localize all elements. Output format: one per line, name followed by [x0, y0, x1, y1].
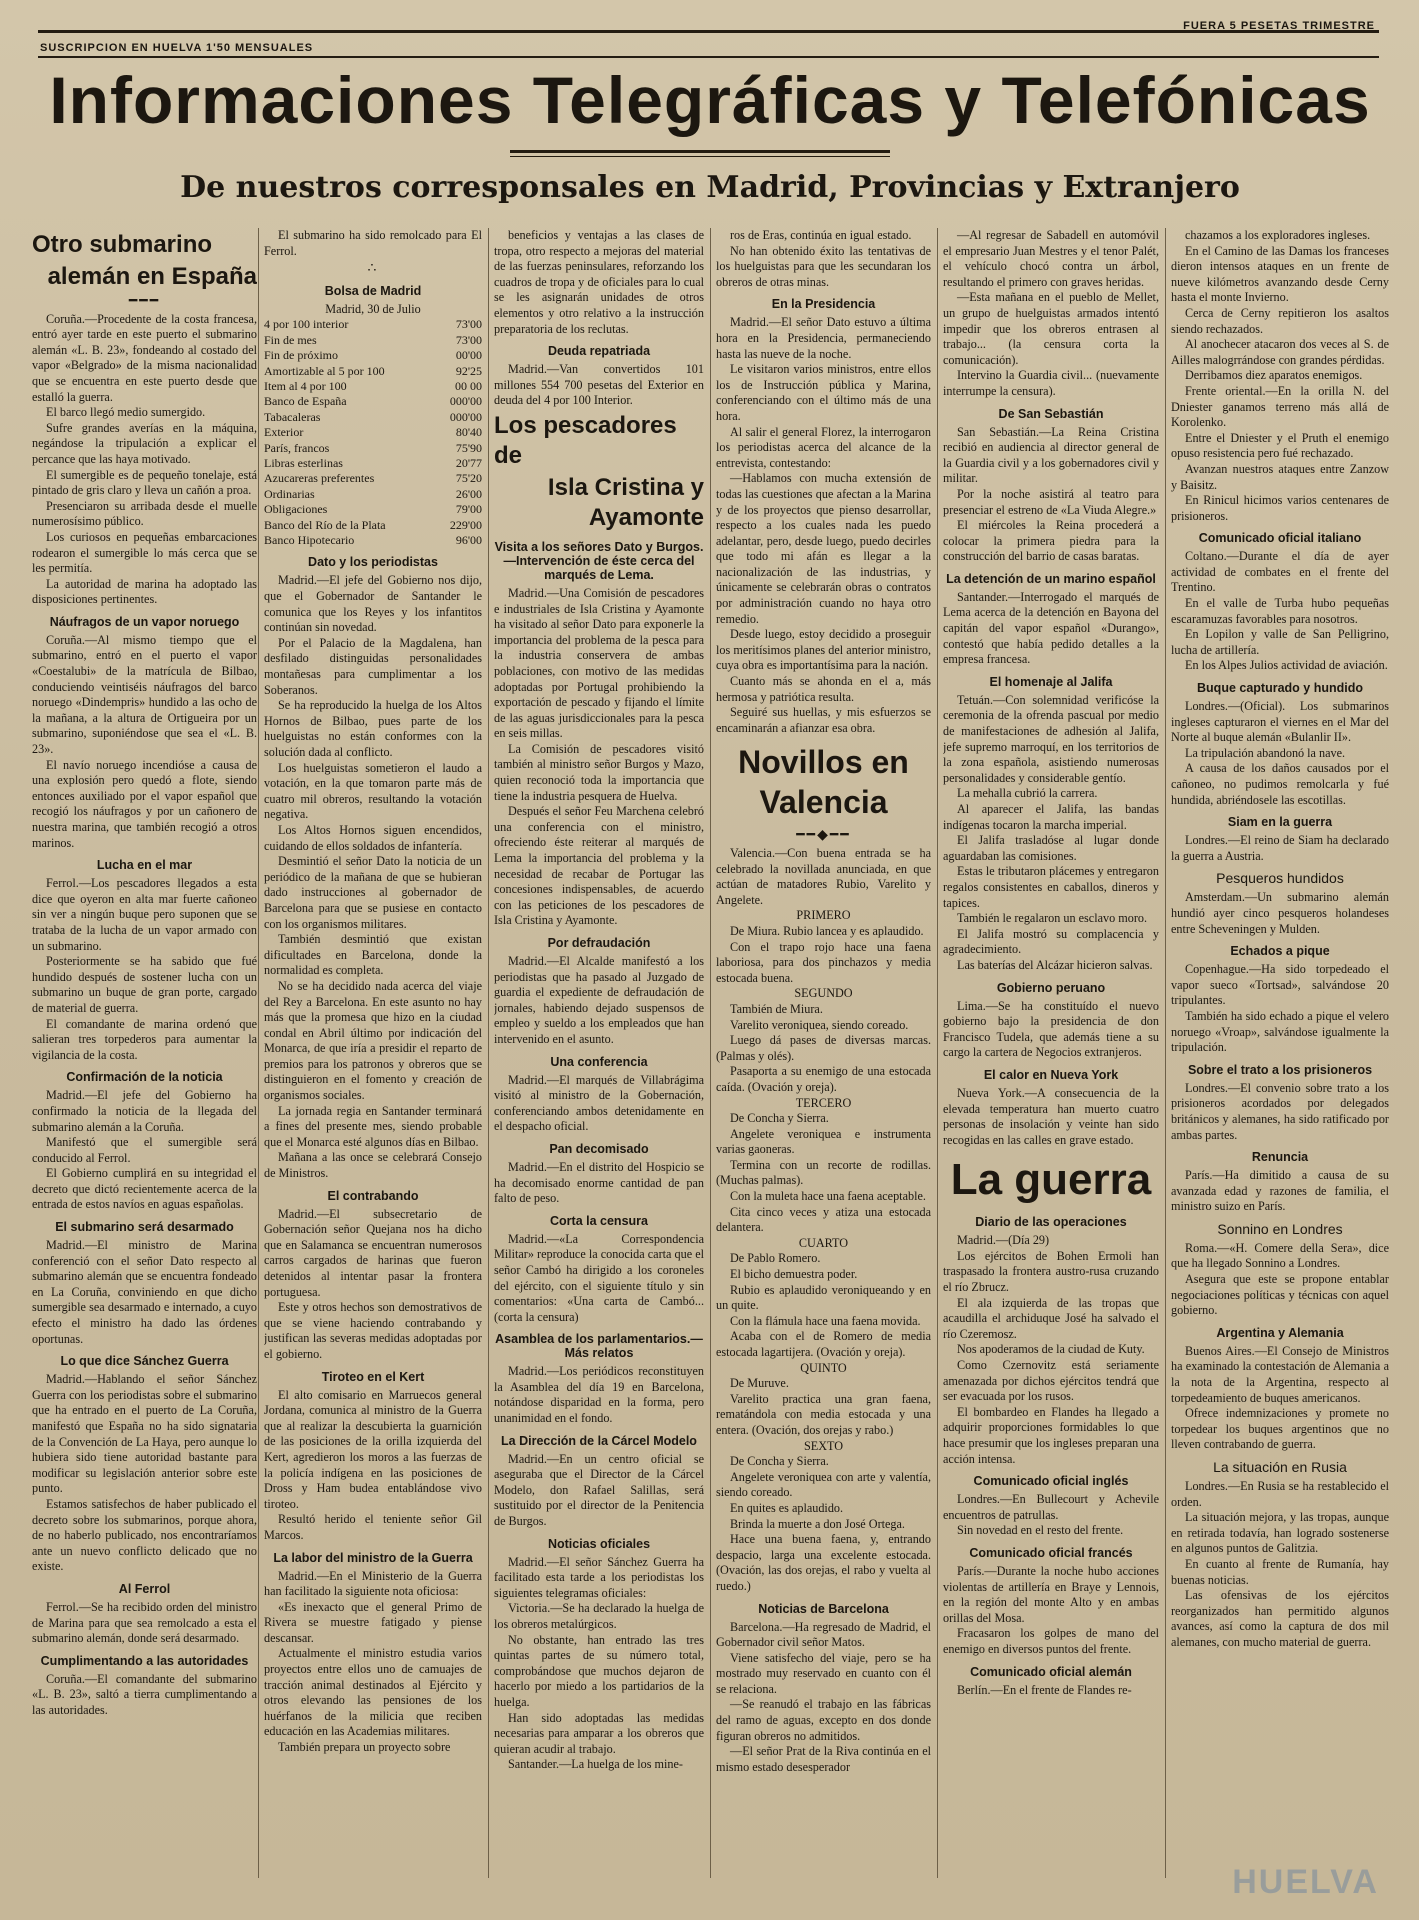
rate-row [264, 425, 482, 440]
section-heading: Comunicado oficial italiano [1198, 531, 1362, 546]
paragraph: En el Camino de las Damas los franceses dieron intensos ataques en un frente de nueve kilómetros avanzando desde Cerny hasta el monte Invierno. [1171, 243, 1389, 305]
paragraph: Varelito veroniquea, siendo coreado. [730, 1017, 909, 1032]
paragraph: La autoridad de marina ha adoptado las disposiciones pertinentes. [32, 576, 257, 607]
rate-name: Libras esterlinas [264, 456, 343, 471]
paragraph: Como Czernovitz está seriamente amenazada por dichos ejércitos tendrá que ser evacuada por los rusos. [943, 1358, 1159, 1404]
rate-name: Item al 4 por 100 [264, 379, 347, 393]
section-heading: Echados a pique [1230, 944, 1330, 959]
section-heading: El contrabando [327, 1188, 419, 1203]
paragraph: De Miura. Rubio lancea y es aplaudido. [730, 923, 924, 938]
paragraph: En cuanto al frente de Rumanía, hay buenas noticias. [1171, 1556, 1389, 1587]
column-rule [937, 228, 938, 1878]
paragraph: Hace una buena faena, y, entrando despacio, larga una excelente estocada. (Ovación, las dos orejas, el rabo y vuelta al ruedo.) [716, 1532, 931, 1593]
rate-name: Obligaciones [264, 502, 328, 517]
paragraph: El Gobierno cumplirá en su integridad el decreto que dictó recientemente acerca de la entrada de estos navíos en aguas españolas. [32, 1166, 257, 1212]
masthead: Informaciones Telegráficas y Telefónicas [49, 63, 1371, 137]
rate-row [264, 348, 482, 363]
paragraph: Ferrol.—Los pescadores llegados a esta dice que oyeron en alta mar fuerte cañoneo sin ver a ningún buque pero suponen que se trataba de la lucha de un vapor armado con un submarino. [32, 876, 257, 953]
paragraph: Por el Palacio de la Magdalena, han desfilado distinguidas personalidades montañesas para cumplimentar a los Soberanos. [264, 635, 482, 697]
paragraph: También de Miura. [730, 1001, 823, 1016]
paragraph: El navío noruego incendióse a causa de una explosión pero quedó a flote, siendo entonces auxiliado por el vapor español que recogió los náufragos y por un cañonero de nuestra marina, que también recogió a otros marinos. [32, 757, 257, 850]
paragraph: Madrid.—Van convertidos 101 millones 554 700 pesetas del Exterior en deuda del 4 por 100 Interior. [494, 362, 704, 408]
paragraph: Por la noche asistirá al teatro para presenciar el estreno de «La Viuda Alegre.» [943, 486, 1159, 517]
paragraph: Tetuán.—Con solemnidad verificóse la ceremonia de la ofrenda pascual por medio de manifestaciones de adhesión al Jalifa, jefe supremo marroquí, en los territorios de la zona española, asistiendo numerosas personalidades y considerable gentío. [943, 692, 1159, 785]
paragraph: Rubio es aplaudido veroniqueando y en un quite. [716, 1282, 931, 1313]
section-heading: Visita a los señores Dato y Burgos. —Intervención de éste cerca del marqués de Lema. [494, 539, 704, 582]
paragraph: Santander.—Interrogado el marqués de Lema acerca de la detención en Bayona del capitán del vapor español «Durango», contestó que había pedido detalles a la empresa francesa. [943, 589, 1159, 667]
paragraph: Varelito practica una gran faena, rematándola con media estocada y una entera. (Ovación, dos orejas y rabo.) [716, 1391, 931, 1437]
rate-value: 229'00 [449, 517, 482, 532]
column-rule [1165, 228, 1166, 1878]
section-heading: Náufragos de un vapor noruego [49, 614, 240, 629]
section-heading: Siam en la guerra [1227, 815, 1333, 830]
column-rule [710, 228, 711, 1878]
rate-name: Banco del Río de la Plata [264, 517, 386, 532]
price-line: FUERA 5 PESETAS TRIMESTRE [1183, 20, 1375, 32]
column-5 [943, 228, 1159, 1888]
paragraph: Madrid.—En un centro oficial se aseguraba que el Director de la Cárcel Modelo, don Rafael Salillas, será sustituido por el director de la Penitencia de Burgos. [494, 1451, 704, 1529]
section-heading: Pan decomisado [549, 1141, 649, 1156]
paragraph: Madrid.—En el distrito del Hospicio se ha decomisado enorme cantidad de pan falto de peso. [494, 1159, 704, 1206]
paragraph: Sufre grandes averías en la máquina, negándose la tripulación a explicar el percance que las haya motivado. [32, 420, 257, 466]
rate-row [264, 533, 482, 548]
rate-value: 75'90 [455, 440, 482, 455]
paragraph: Estas le tributaron plácemes y entregaron regalos consistentes en caballos, dineros y tapices. [943, 864, 1159, 910]
paragraph: A causa de los daños causados por el cañoneo, no pudimos remolcarla y fué hundida, abriéndosele las escotillas. [1171, 761, 1389, 807]
paragraph: El miércoles la Reina procederá a colocar la primera piedra para la construcción del barrio de casas baratas. [943, 518, 1159, 564]
section-heading: Comunicado oficial francés [969, 1545, 1133, 1560]
bull-heading: QUINTO [800, 1360, 847, 1375]
paragraph: Berlín.—En el frente de Flandes re- [957, 1682, 1132, 1697]
paragraph: Los huelguistas sometieron el laudo a votación, en la que tomaron parte más de cuatro mil obreros, resultando la votación negativa. [264, 760, 482, 822]
paragraph: En los Alpes Julios actividad de aviación. [1185, 658, 1388, 673]
rate-value: 26'00 [455, 486, 482, 501]
paragraph: De Concha y Sierra. [730, 1454, 829, 1469]
paragraph: Cita cinco veces y atiza una estocada delantera. [716, 1204, 931, 1235]
paragraph: La tripulación abandonó la nave. [1185, 745, 1346, 760]
paragraph: chazamos a los exploradores ingleses. [1185, 228, 1371, 242]
paragraph: El alto comisario en Marruecos general Jordana, comunica al ministro de la Guerra que al realizar la descubierta la guarnición de las posiciones de la orilla izquierda del Kert, agredieron los moros a las fuerzas de la policía indígena en las posiciones de Dross y Ham budea entablándose vivo tiroteo. [264, 1387, 482, 1511]
section-heading: Confirmación de la noticia [66, 1070, 223, 1085]
top-rule [38, 30, 1379, 33]
section-heading: Argentina y Alemania [1216, 1325, 1344, 1340]
paragraph: —El señor Prat de la Riva continúa en el mismo estado desesperador [716, 1744, 931, 1774]
paragraph: Con la flámula hace una faena movida. [730, 1313, 921, 1328]
paragraph: Derribamos diez aparatos enemigos. [1185, 368, 1363, 383]
rate-value: 80'40 [455, 425, 482, 440]
rate-name: Fin de próximo [264, 348, 338, 363]
paragraph: No han obtenido éxito las tentativas de los huelguistas para que les secundaran los obreros de otras minas. [716, 243, 931, 289]
section-heading: Asamblea de los parlamentarios.—Más relatos [495, 1332, 703, 1361]
bull-heading: TERCERO [795, 1095, 852, 1110]
paragraph: Madrid.—Los periódicos reconstituyen la Asamblea del día 19 en Barcelona, notándose disparidad en la forma, pero unanimidad en el fondo. [494, 1364, 704, 1426]
bull-heading: CUARTO [798, 1235, 849, 1250]
paragraph: No obstante, han entrado las tres quintas partes de su número total, comprobándose que muchos dejaron de hacerlo por miedo a los partidarios de la huelga. [494, 1632, 704, 1709]
paragraph: Madrid.—El Alcalde manifestó a los periodistas que ha pasado al Juzgado de guardia el expediente de defraudación de jornales, habiendo dejado suspensos de empleo y sueldo a los empleados que han intervenido en el asunto. [494, 954, 704, 1046]
paragraph: En Lopilon y valle de San Pelligrino, lucha de artillería. [1171, 627, 1389, 657]
section-heading: El calor en Nueva York [983, 1067, 1119, 1082]
paragraph: El comandante de marina ordenó que salieran tres torpederos para aumentar la vigilancia de la costa. [32, 1016, 257, 1062]
paragraph: Coltano.—Durante el día de ayer actividad de combates en el frente del Trentino. [1171, 549, 1389, 595]
section-heading: Sobre el trato a los prisioneros [1187, 1062, 1373, 1077]
paragraph: Manifestó que el sumergible será conducido al Ferrol. [32, 1135, 257, 1165]
rate-value: 000'00 [449, 409, 482, 424]
paragraph: Le visitaron varios ministros, entre ellos los de Instrucción pública y Marina, conferenciando con el último más de una hora. [716, 362, 931, 423]
paragraph: Madrid.—(Día 29) [957, 1233, 1050, 1248]
rate-row [264, 471, 482, 486]
bull-heading: SEXTO [803, 1438, 844, 1453]
dateline: Madrid, 30 de Julio [325, 301, 421, 316]
paragraph: Ferrol.—Se ha recibido orden del ministro de Marina para que sea remolcado a esta el submarino alemán, donde será desarmado. [32, 1599, 257, 1646]
paragraph: Mañana a las once se celebrará Consejo de Ministros. [264, 1150, 482, 1181]
paragraph: El bombardeo en Flandes ha llegado a adquirir proporciones formidables lo que hace presumir que los ingleses preparan una acción intensa. [943, 1404, 1159, 1466]
paragraph: Londres.—El convenio sobre trato a los prisioneros acordados por delegados británicos y alemanes, ha sido ratificado por ambas partes. [1171, 1080, 1389, 1142]
column-6 [1171, 228, 1389, 1888]
paragraph: Después el señor Feu Marchena celebró una conferencia con el ministro, ofreciendo éste reiterar al marqués de Lema la importancia del problema y la necesidad de recabar de Portugar las concesiones indispensables, de acuerdo con las peticiones de los pescadores de Isla Cristina y Ayamonte. [494, 804, 704, 928]
section-heading: En la Presidencia [771, 297, 876, 312]
paragraph: Se ha reproducido la huelga de los Altos Hornos de Bilbao, pues parte de los huelguistas no están conformes con la solución dada al conflicto. [264, 698, 482, 759]
paragraph: ros de Eras, continúa en igual estado. [730, 228, 912, 242]
bull-heading: PRIMERO [796, 908, 851, 923]
paragraph: Al salir el general Florez, la interrogaron los periodistas acerca del alcance de la entrevista, contestando: [716, 424, 931, 470]
paragraph: Nueva York.—A consecuencia de la elevada temperatura han muerto cuatro personas de insolación y veinte han sido recogidas en las calles en grave estado. [943, 1085, 1159, 1147]
paragraph: Presenciaron su arribada desde el muelle numerosísimo público. [32, 498, 257, 529]
headline: Novillos en Valencia [738, 744, 909, 821]
paragraph: Londres.—En Rusia se ha restablecido el orden. [1171, 1479, 1389, 1509]
section-heading: De San Sebastián [998, 406, 1104, 421]
paragraph: El sumergible es de pequeño tonelaje, está pintado de gris claro y lleva un cañón a proa. [32, 467, 257, 498]
paragraph: Frente oriental.—En la orilla N. del Dniester ganamos terreno más allá de Korolenko. [1171, 383, 1389, 430]
watermark-logo: HUELVA [1232, 1863, 1379, 1901]
column-4 [716, 228, 931, 1888]
rate-name: Fin de mes [264, 332, 317, 347]
rate-row [264, 487, 482, 502]
column-rule [488, 228, 489, 1878]
rate-name: Amortizable al 5 por 100 [264, 363, 385, 378]
section-heading: Bolsa de Madrid [324, 283, 422, 298]
paragraph: Londres.—El reino de Siam ha declarado la guerra a Austria. [1171, 833, 1389, 863]
headline: Los pescadores de [494, 411, 677, 469]
rate-row [264, 502, 482, 517]
headline: La guerra [950, 1155, 1152, 1205]
headline: Otro submarino [32, 231, 213, 258]
ornament-dots: ∴ [367, 261, 379, 277]
paragraph: Coruña.—Al mismo tiempo que el submarino, entró en el puerto el vapor «Coestalubi» de la matrícula de Bilbao, conduciendo veintiséis náufragos del barco noruego «Dindempris» hundido a las ocho de la mañana, a la altura de Ortigueira por un submarino, suponiéndose que sea el «L. B. 23». [32, 632, 257, 757]
paragraph: El ala izquierda de las tropas que acaudilla el archiduque José ha salvado el río Czeremosz. [943, 1295, 1159, 1341]
section-heading: La Dirección de la Cárcel Modelo [501, 1433, 697, 1448]
section-heading: Tiroteo en el Kert [321, 1369, 425, 1384]
rate-value: 96'00 [455, 533, 482, 548]
paragraph: París.—Durante la noche hubo acciones violentas de artillería en Braye y Lennois, en la región del monte Alto y en ambas orillas del Mosa. [943, 1563, 1159, 1625]
section-heading: La situación en Rusia [1213, 1459, 1347, 1475]
column-2 [264, 228, 482, 1888]
rate-name: Azucareras preferentes [264, 471, 375, 486]
paragraph: Angelete veroniquea con arte y valentía, siendo coreado. [716, 1469, 931, 1500]
section-heading: Sonnino en Londres [1217, 1220, 1343, 1237]
rate-value: 20'77 [455, 456, 482, 471]
rate-value: 92'25 [455, 363, 482, 378]
rate-name: Tabacaleras [264, 409, 321, 424]
paragraph: Valencia.—Con buena entrada se ha celebrado la novillada anunciada, en que actúan de matadores Rubio, Varelito y Angelete. [716, 846, 931, 907]
paragraph: Lima.—Se ha constituído el nuevo gobierno bajo la presidencia de don Francisco Tudela, que además tiene a su cargo la cartera de Negocios extranjeros. [943, 998, 1159, 1060]
paragraph: De Muruve. [730, 1376, 789, 1391]
paragraph: Sin novedad en el resto del frente. [957, 1523, 1124, 1538]
masthead-rule-thin [510, 156, 890, 157]
paragraph: —Al regresar de Sabadell en automóvil el empresario Juan Mestres y el tenor Palét, el vehículo chocó contra un árbol, resultando el primero con graves heridas. [943, 228, 1159, 289]
paragraph: La Comisión de pescadores visitó también al ministro señor Burgos y Mazo, quien reconoció toda la importancia que tiene la industria pesquera de Huelva. [494, 741, 704, 803]
rate-name: París, francos [264, 440, 330, 455]
section-subtitle: De nuestros corresponsales en Madrid, Provincias y Extranjero [180, 170, 1240, 205]
rate-value: 73'00 [455, 317, 482, 332]
paragraph: La jornada regia en Santander terminará a fines del presente mes, siendo probable que el Monarca esté algunos días en Bilbao. [264, 1103, 482, 1149]
section-heading: Cumplimentando a las autoridades [40, 1653, 249, 1668]
section-heading: Diario de las operaciones [975, 1215, 1127, 1230]
paragraph: París.—Ha dimitido a causa de su avanzada edad y razones de familia, el ministro suizo en París. [1171, 1168, 1389, 1214]
column-rule [258, 228, 259, 1878]
paragraph: También desmintió que existan dificultades en Barcelona, donde la normalidad es completa. [264, 932, 482, 978]
rate-row [264, 333, 482, 348]
paragraph: Los Altos Hornos siguen encendidos, cuidando de ellos soldados de infantería. [264, 822, 482, 853]
section-heading: La labor del ministro de la Guerra [273, 1550, 473, 1565]
section-heading: El submarino será desarmado [55, 1220, 234, 1235]
paragraph: Desde luego, estoy decidido a proseguir los meritísimos planes del anterior ministro, cuya obra es importantísima para la nación. [716, 627, 931, 673]
column-1 [32, 228, 257, 1888]
section-heading: Gobierno peruano [996, 980, 1106, 995]
paragraph: La mehalla cubrió la carrera. [957, 786, 1098, 801]
paragraph: Madrid.—El marqués de Villabrágima visitó al ministro de la Gobernación, conferenciando ambos detenidamente en el despacho oficial. [494, 1072, 704, 1134]
paragraph: Con la muleta hace una faena aceptable. [730, 1189, 926, 1204]
headline: alemán en España [47, 263, 257, 290]
paragraph: —Se reanudó el trabajo en las fábricas del ramo de aguas, excepto en dos donde figuran obreros no admitidos. [716, 1697, 931, 1743]
paragraph: San Sebastián.—La Reina Cristina recibió en audiencia al director general de la Guardia civil y a los gobernadores civil y militar. [943, 424, 1159, 486]
section-heading: Lucha en el mar [96, 858, 193, 873]
paragraph: Avanzan nuestros ataques entre Zanzow y Baisitz. [1171, 461, 1389, 492]
paragraph: Cerca de Cerny repitieron los asaltos siendo rechazados. [1171, 305, 1389, 336]
paragraph: El bicho demuestra poder. [730, 1267, 858, 1282]
section-heading: Noticias oficiales [547, 1536, 651, 1551]
paragraph: Al anochecer atacaron dos veces al S. de Ailles malogrrándose con grandes pérdidas. [1171, 337, 1389, 367]
paragraph: Acaba con el de Romero de media estocada lagartijera. (Ovación y oreja). [716, 1329, 931, 1359]
paragraph: En el valle de Turba hubo pequeñas escaramuzas favorables para nosotros. [1171, 596, 1389, 626]
paragraph: El Jalifa trasladóse al lugar donde aguardaban las comisiones. [943, 833, 1159, 863]
section-heading: Dato y los periodistas [308, 555, 438, 570]
paragraph: El barco llegó medio sumergido. [46, 405, 206, 420]
section-heading: Comunicado oficial inglés [973, 1474, 1129, 1489]
paragraph: También le regalaron un esclavo moro. [957, 911, 1148, 926]
rate-row [264, 410, 482, 425]
paragraph: Victoria.—Se ha declarado la huelga de los obreros metalúrgicos. [494, 1601, 704, 1631]
paragraph: El Jalifa mostró su complacencia y agradecimiento. [943, 926, 1159, 957]
paragraph: Este y otros hechos son demostrativos de que se viene haciendo contrabando y justifican las severas medidas adoptadas por el gobierno. [264, 1300, 482, 1361]
rate-name: Exterior [264, 425, 304, 440]
paragraph: También prepara un proyecto sobre [278, 1740, 451, 1755]
paragraph: Estamos satisfechos de haber publicado el decreto sobre los submarinos, porque ahora, de no haberlo publicado, nos encontraríamos ante un nuevo conflicto delicado que no existe. [32, 1496, 257, 1574]
rate-name: Ordinarias [264, 486, 315, 501]
rate-name: 4 por 100 interior [264, 317, 349, 332]
section-heading: La detención de un marino español [946, 571, 1156, 586]
paragraph: Madrid.—Hablando el señor Sánchez Guerra con los periodistas sobre el submarino que ha entrado en el puerto de La Coruña, manifestó que España no ha sido signataria de la Convención de La Haya, pero aunque lo hubiera sido tiene autoridad bastante para modificar su legislación anterior sobre este punto. [32, 1372, 257, 1496]
paragraph: Amsterdam.—Un submarino alemán hundió ayer cinco pesqueros holandeses entre Scheveningen y Mulden. [1171, 890, 1389, 936]
paragraph: Los ejércitos de Bohen Ermoli han traspasado la frontera austro-rusa cruzando el río Zbrucz. [943, 1248, 1159, 1295]
paragraph: Ofrece indemnizaciones y promete no torpedear los buques argentinos que no lleven contrabando de guerra. [1171, 1406, 1389, 1452]
paragraph: De Pablo Romero. [730, 1251, 821, 1266]
paragraph: Madrid.—El ministro de Marina conferenció con el señor Dato respecto al submarino alemán que se encuentra fondeado en La Coruña, conviniendo en que dicho sumergible sea desarmado e internado, a cuyo efecto el ministro ha dado las órdenes oportunas. [32, 1238, 257, 1346]
column-3 [494, 228, 704, 1888]
section-heading: Por defraudación [547, 936, 651, 950]
paragraph: De Concha y Sierra. [730, 1111, 829, 1126]
section-heading: El homenaje al Jalifa [989, 674, 1113, 689]
rate-value: 00 00 [455, 379, 482, 393]
paragraph: Madrid.—El señor Sánchez Guerra ha facilitado esta tarde a los periodistas los siguientes telegramas oficiales: [494, 1554, 704, 1600]
paragraph: Madrid.—El jefe del Gobierno nos dijo, que el Gobernador de Santander le comunica que los Reyes y los infantitos continúan sin novedad. [264, 573, 482, 635]
headline: Isla Cristina y Ayamonte [547, 473, 704, 531]
paragraph: Coruña.—El comandante del submarino «L. B. 23», saltó a tierra cumplimentando a las autoridades. [32, 1671, 257, 1717]
rate-row [264, 394, 482, 409]
paragraph: Actualmente el ministro estudia varios proyectos entre ellos uno de camuajes de tracción animal destinados al Ejército y otros elevando las pensiones de los huérfanos de la milicia que reciben educación en las Academias militares. [264, 1646, 482, 1739]
rate-value: 73'00 [455, 332, 482, 347]
stock-rates-table [264, 317, 482, 548]
paragraph: Madrid.—El jefe del Gobierno ha confirmado la noticia de la llegada del submarino alemán a la Coruña. [32, 1088, 257, 1134]
paragraph: —Hablamos con mucha extensión de todas las cuestiones que afectan a la Marina y de los proyectos que pienso desarrollar, respecto a los cuales nada les puedo adelantar, pero, desde luego, puedo decirles que todo mi afán es llegar a la nacionalización de las industrias, y únicamente se celebrarán obras o contratos por administración cuando no haya otro remedio. [716, 471, 931, 626]
paragraph: Roma.—«H. Comere della Sera», dice que ha llegado Sonnino a Londres. [1171, 1240, 1389, 1271]
paragraph: Madrid.—Una Comisión de pescadores e industriales de Isla Cristina y Ayamonte ha visitado al señor Dato para exponerle la importancia del problema de la pesca para la industria conservera de ambas poblaciones, con motivo de las medidas adoptadas por Portugal prohibiendo la exportación de pescado y fijando el límite de las aguas jurisdiccionales para la pesca en seis millas. [494, 585, 704, 741]
masthead-rule [510, 150, 890, 153]
section-heading: Pesqueros hundidos [1216, 870, 1344, 887]
paragraph: Entre el Dniester y el Pruth el enemigo opuso resistencia pero fué rechazado. [1171, 430, 1389, 461]
section-heading: Renuncia [1251, 1150, 1309, 1165]
paragraph: Pasaporta a su enemigo de una estocada caída. (Ovación y oreja). [716, 1064, 931, 1094]
top-rule-2 [38, 56, 1379, 58]
rate-name: Banco de España [264, 394, 347, 409]
paragraph: Luego dá pases de diversas marcas. (Palmas y olés). [716, 1033, 931, 1063]
paragraph: Posteriormente se ha sabido que fué hundido después de sostener lucha con un submarino un buque de gran porte, cargado de material de guerra. [32, 954, 257, 1015]
rate-value: 000'00 [449, 394, 482, 409]
paragraph: Copenhague.—Ha sido torpedeado el vapor sueco «Tortsad», salvándose 20 tripulantes. [1171, 962, 1389, 1008]
paragraph: Las ofensivas de los ejércitos reorganizados han permitido algunos avances, así como la captura de dos mil alemanes, con mucho material de guerra. [1171, 1588, 1389, 1649]
paragraph: Nos apoderamos de la ciudad de Kuty. [957, 1342, 1145, 1357]
paragraph: Asegura que este se propone entablar negociaciones políticas y técnicas con aquel gobierno. [1171, 1272, 1389, 1318]
section-heading: Al Ferrol [118, 1581, 171, 1596]
section-heading: Comunicado oficial alemán [970, 1664, 1132, 1679]
section-heading: Deuda repatriada [547, 344, 651, 359]
rate-value: 79'00 [455, 502, 482, 517]
rate-row [264, 317, 482, 332]
paragraph: También ha sido echado a pique el velero noruego «Vroap», salvándose igualmente la tripulación. [1171, 1008, 1389, 1055]
bull-heading: SEGUNDO [794, 986, 853, 1001]
paragraph: Brinda la muerte a don José Ortega. [730, 1516, 905, 1531]
paragraph: Santander.—La huelga de los mine- [508, 1757, 683, 1772]
paragraph: Madrid.—En el Ministerio de la Guerra han facilitado la siguiente nota oficiosa: [264, 1568, 482, 1599]
rate-row [264, 518, 482, 533]
paragraph: Barcelona.—Ha regresado de Madrid, el Gobernador civil señor Matos. [716, 1619, 931, 1650]
ornament-rule: ━━━ [128, 294, 161, 309]
paragraph: Seguiré sus huellas, y mis esfuerzos se encaminarán a afianzar esa obra. [716, 705, 931, 735]
paragraph: Madrid.—«La Correspondencia Militar» reproduce la conocida carta que el señor Cambó ha dirigido a los coroneles del ejército, con el siguiente título y sin comentarios: «Una carta de Cambó... (corta la censura) [494, 1231, 704, 1324]
rate-name: Banco Hipotecario [264, 533, 355, 548]
rate-row [264, 441, 482, 456]
subscription-line: SUSCRIPCION EN HUELVA 1'50 MENSUALES [40, 42, 314, 54]
paragraph: Intervino la Guardia civil... (nuevamente interrumpe la censura). [943, 368, 1159, 398]
rate-row [264, 364, 482, 379]
section-heading: Buque capturado y hundido [1197, 681, 1363, 696]
paragraph: Resultó herido el teniente señor Gil Marcos. [264, 1512, 482, 1542]
paragraph: Desmintió el señor Dato la noticia de un periódico de la mañana de que se hubieran dado instrucciones al gobernador de Barcelona para que se pusiese en contacto con los organismos militares. [264, 854, 482, 931]
paragraph: En quites es aplaudido. [730, 1500, 844, 1515]
section-heading: Noticias de Barcelona [758, 1601, 889, 1616]
paragraph: Londres.—(Oficial). Los submarinos ingleses capturaron el viernes en el Mar del Norte al buque alemán «Bulanlir II». [1171, 699, 1389, 745]
paragraph: Al aparecer el Jalifa, las bandas indígenas tocaron la marcha imperial. [943, 802, 1159, 832]
paragraph: Los curiosos en pequeñas embarcaciones rodearon el sumergible lo más cerca que se les permitía. [32, 529, 257, 576]
paragraph: beneficios y ventajas a las clases de tropa, otro respecto a mejoras del material de las fuerzas peninsulares, reforzando los cuadros de tropa y de oficiales para lo cual se les asignarán unidades de otros elementos y otro relativo a la instrucción preparatoria de los reclutas. [494, 228, 704, 336]
paragraph: Termina con un recorte de rodillas. (Muchas palmas). [716, 1157, 931, 1188]
paragraph: Con el trapo rojo hace una faena laboriosa, para dos pinchazos y media estocada buena. [716, 939, 931, 985]
paragraph: «Es inexacto que el general Primo de Rivera se muestre fatigado y piense descansar. [264, 1599, 482, 1645]
paragraph: Angelete veroniquea e instrumenta varias gaoneras. [716, 1126, 931, 1157]
paragraph: Las baterías del Alcázar hicieron salvas. [957, 957, 1153, 972]
paragraph: Han sido adoptadas las medidas necesarias para amparar a los obreros que quieran acudir al trabajo. [494, 1710, 704, 1756]
paragraph: Fracasaron los golpes de mano del enemigo en diversos puntos del frente. [943, 1626, 1159, 1656]
paragraph: —Esta mañana en el pueblo de Mellet, un grupo de huelguistas armados intentó impedir que los obreros entrasen al trabajo... (la censura corta la comunicación). [943, 290, 1159, 367]
rate-value: 00'00 [455, 348, 482, 363]
rate-row [264, 379, 482, 394]
rate-value: 75'20 [455, 471, 482, 486]
paragraph: Londres.—En Bullecourt y Achevile encuentros de patrullas. [943, 1492, 1159, 1522]
section-heading: Una conferencia [550, 1054, 648, 1069]
section-heading: Lo que dice Sánchez Guerra [60, 1354, 229, 1369]
paragraph: Coruña.—Procedente de la costa francesa, entró ayer tarde en este puerto el submarino alemán «L. B. 23», fondeando al costado del vapor «Belgrado» de la misma nacionalidad que se encuentra en este puerto desde que estalló la guerra. [32, 311, 257, 404]
paragraph: Madrid.—El subsecretario de Gobernación señor Quejana nos ha dicho que en Salamanca se encuentran numerosos carros cargados de harinas que fueron detenidos al intentar pasar la frontera portuguesa. [264, 1206, 482, 1299]
section-heading: Corta la censura [550, 1213, 648, 1228]
paragraph: La situación mejora, y las tropas, aunque en retirada todavía, han logrado sostenerse en algunos puntos de Galitzia. [1171, 1510, 1389, 1556]
paragraph: No se ha decidido nada acerca del viaje del Rey a Barcelona. En este asunto no hay más que la promesa que hizo en la ciudad condal en Abril último por indicación del Monarca, de que iría a presidir el reparto de premios para los patronos y obreros que se distinguieron en el fomento y creación de organismos sociales. [264, 978, 482, 1103]
ornament-rule: ━━◆━━ [796, 828, 851, 844]
paragraph: Viene satisfecho del viaje, pero se ha mostrado muy reservado en cuanto con él se relaciona. [716, 1650, 931, 1696]
paragraph: El submarino ha sido remolcado para El Ferrol. [264, 228, 482, 258]
paragraph: Cuanto más se ahonda en el a, más hermosa y patriótica resulta. [716, 674, 931, 704]
paragraph: Buenos Aires.—El Consejo de Ministros ha examinado la contestación de Alemania a la nota de la Argentina, respecto al torpedeamiento de buques americanos. [1171, 1343, 1389, 1405]
paragraph: En Rinicul hicimos varios centenares de prisioneros. [1171, 493, 1389, 523]
rate-row [264, 456, 482, 471]
paragraph: Madrid.—El señor Dato estuvo a última hora en la Presidencia, permaneciendo hasta las nueve de la noche. [716, 315, 931, 361]
